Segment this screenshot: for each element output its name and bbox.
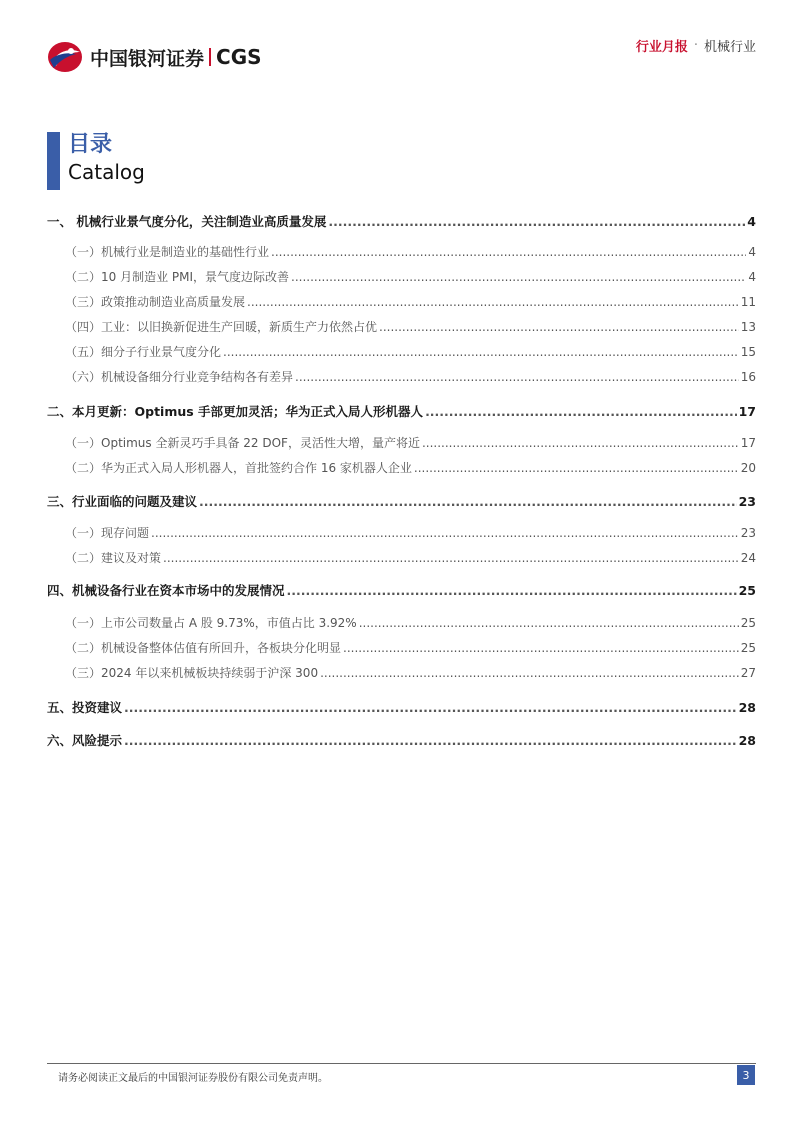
toc-entry-title: （三）2024 年以来机械板块持续弱于沪深 300: [65, 666, 319, 680]
company-logo: [46, 40, 262, 74]
toc-leader-dots: [247, 295, 739, 309]
logo-separator: [209, 48, 211, 66]
toc-subsection-entry[interactable]: [47, 243, 756, 260]
toc-leader-dots: [320, 666, 739, 680]
toc-page-number: 13: [740, 320, 756, 334]
page-header: [0, 0, 794, 90]
toc-entry-title: （五）细分子行业景气度分化: [65, 345, 222, 359]
toc-entry-title: （二）建议及对策: [65, 551, 162, 565]
cgs-logo-icon: [46, 40, 84, 74]
toc-leader-dots: [359, 616, 739, 630]
toc-page-number: 24: [740, 551, 756, 565]
toc-leader-dots: [291, 270, 746, 284]
toc-entry-title: （一）机械行业是制造业的基础性行业: [65, 245, 270, 259]
logo-english-text: CGS: [216, 45, 262, 69]
toc-section-entry[interactable]: [47, 402, 756, 420]
toc-section-entry[interactable]: [47, 492, 756, 510]
toc-page-number: 4: [748, 270, 756, 284]
toc-subsection-entry[interactable]: [47, 524, 756, 541]
page-number: 3: [737, 1065, 755, 1085]
toc-entry-title: （一）现存问题: [65, 526, 150, 540]
toc-page-number: 20: [740, 461, 756, 475]
toc-page-number: 28: [738, 700, 756, 715]
toc-entry-title: （二）华为正式入局人形机器人，首批签约合作 16 家机器人企业: [65, 461, 412, 475]
header-separator: ·: [693, 38, 698, 53]
toc-entry-title: 五、投资建议: [47, 700, 123, 715]
report-type: 行业月报: [635, 40, 688, 55]
toc-leader-dots: [425, 404, 737, 419]
toc-entry-title: （六）机械设备细分行业竞争结构各有差异: [65, 370, 294, 384]
toc-page-number: 25: [740, 616, 756, 630]
toc-subsection-entry[interactable]: [47, 434, 756, 451]
logo-chinese-text: 中国银河证券: [90, 47, 205, 70]
toc-subsection-entry[interactable]: [47, 459, 756, 476]
toc-page-number: 4: [747, 214, 756, 229]
toc-page-number: 17: [738, 404, 756, 419]
toc-subsection-entry[interactable]: [47, 549, 756, 566]
toc-entry-title: 四、机械设备行业在资本市场中的发展情况: [47, 583, 285, 598]
toc-subsection-entry[interactable]: [47, 318, 756, 335]
toc-section-entry[interactable]: [47, 212, 756, 230]
toc-subsection-entry[interactable]: [47, 268, 756, 285]
toc-subsection-entry[interactable]: [47, 639, 756, 656]
catalog-title-en: Catalog: [68, 160, 145, 184]
toc-page-number: 15: [740, 345, 756, 359]
toc-entry-title: 六、风险提示: [47, 733, 123, 748]
toc-leader-dots: [287, 583, 737, 598]
toc-page-number: 25: [740, 641, 756, 655]
toc-subsection-entry[interactable]: [47, 368, 756, 385]
footer-divider: [47, 1063, 756, 1064]
toc-page-number: 17: [740, 436, 756, 450]
toc-leader-dots: [328, 214, 745, 229]
toc-page-number: 23: [738, 494, 756, 509]
toc-entry-title: 一、 机械行业景气度分化，关注制造业高质量发展: [47, 214, 327, 229]
toc-entry-title: 三、行业面临的问题及建议: [47, 494, 198, 509]
toc-leader-dots: [422, 436, 739, 450]
header-report-info: [636, 36, 756, 55]
toc-subsection-entry[interactable]: [47, 343, 756, 360]
toc-entry-title: （一）Optimus 全新灵巧手具备 22 DOF，灵活性大增，量产将近: [65, 436, 420, 450]
toc-page-number: 11: [740, 295, 756, 309]
toc-leader-dots: [124, 733, 737, 748]
toc-section-entry[interactable]: [47, 731, 756, 749]
toc-entry-title: （三）政策推动制造业高质量发展: [65, 295, 246, 309]
toc-entry-title: （四）工业：以旧换新促进生产回暖，新质生产力依然占优: [65, 320, 378, 334]
toc-page-number: 27: [740, 666, 756, 680]
toc-leader-dots: [414, 461, 739, 475]
toc-entry-title: （二）机械设备整体估值有所回升，各板块分化明显: [65, 641, 342, 655]
toc-section-entry[interactable]: [47, 581, 756, 599]
footer-disclaimer: 请务必阅读正文最后的中国银河证券股份有限公司免责声明。: [58, 1073, 328, 1084]
toc-entry-title: 二、本月更新：Optimus 手部更加灵活；华为正式入局人形机器人: [47, 404, 424, 419]
toc-leader-dots: [271, 245, 746, 259]
catalog-accent-bar: [47, 132, 60, 190]
toc-leader-dots: [343, 641, 739, 655]
toc-page-number: 23: [740, 526, 756, 540]
catalog-heading: [47, 132, 145, 190]
toc-subsection-entry[interactable]: [47, 293, 756, 310]
toc-page-number: 28: [738, 733, 756, 748]
toc-subsection-entry[interactable]: [47, 664, 756, 681]
toc-leader-dots: [151, 526, 739, 540]
toc-leader-dots: [199, 494, 737, 509]
toc-leader-dots: [223, 345, 739, 359]
toc-leader-dots: [124, 700, 737, 715]
toc-leader-dots: [295, 370, 739, 384]
toc-leader-dots: [379, 320, 739, 334]
toc-page-number: 25: [738, 583, 756, 598]
catalog-title-cn: 目录: [68, 132, 113, 157]
toc-subsection-entry[interactable]: [47, 614, 756, 631]
toc-leader-dots: [163, 551, 739, 565]
toc-page-number: 4: [748, 245, 756, 259]
toc-section-entry[interactable]: [47, 698, 756, 716]
toc-entry-title: （二）10 月制造业 PMI，景气度边际改善: [65, 270, 290, 284]
toc-entry-title: （一）上市公司数量占 A 股 9.73%，市值占比 3.92%: [65, 616, 357, 630]
industry-name: 机械行业: [703, 40, 756, 55]
toc-page-number: 16: [740, 370, 756, 384]
